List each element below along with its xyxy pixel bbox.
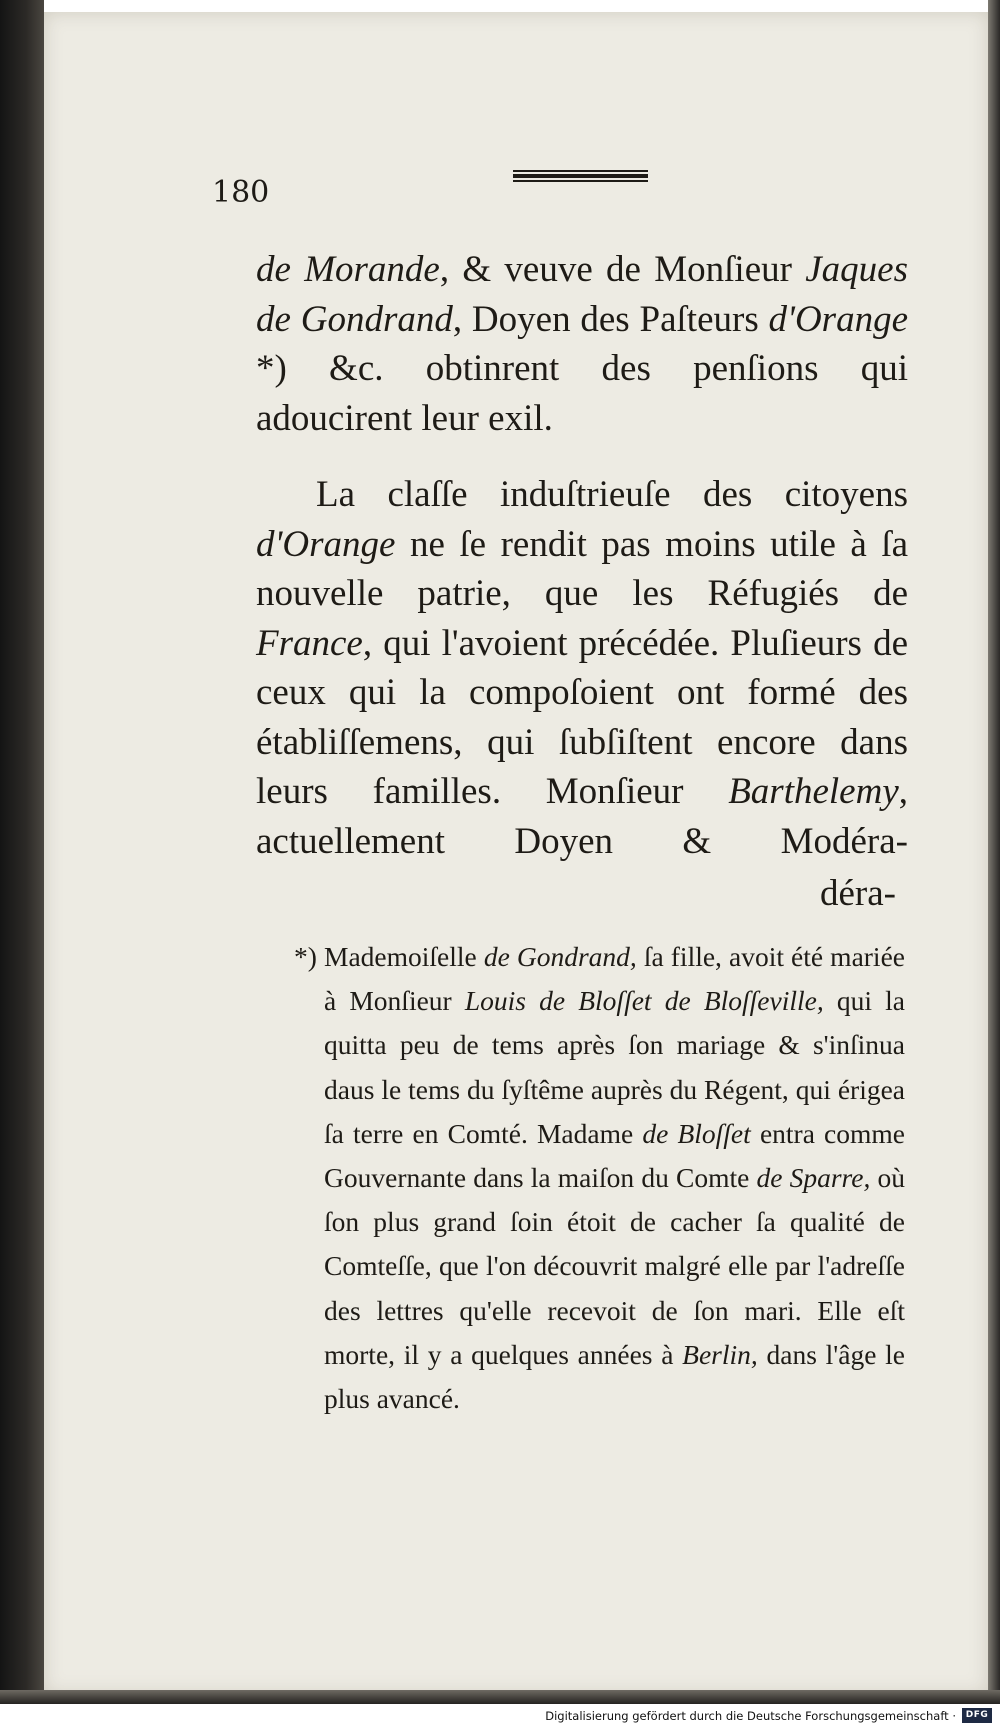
dfg-logo: DFG bbox=[962, 1708, 992, 1723]
italic-name-span: d'Orange bbox=[256, 523, 396, 565]
book-binding-edge bbox=[0, 0, 44, 1700]
text-span: ne ſe rendit pas moins utile à ſa nouvelle patrie, que les Réfugiés de bbox=[256, 523, 908, 614]
paragraph-refugees bbox=[256, 470, 908, 866]
text-span: La claſſe induſtrieuſe des citoyens bbox=[316, 474, 908, 515]
header-ornament-rule bbox=[513, 170, 648, 182]
text-span: où ſon plus grand ſoin étoit de cacher ſa qualité de Comteſſe, que l'on découvrit malgré elle par l'adreſſe des lettres qu'elle recevoit de ſon mari. Elle eſt morte, il y a quelques années à bbox=[324, 1162, 905, 1370]
paragraph-continued bbox=[256, 245, 908, 443]
text-span: dans l'âge le plus avancé. bbox=[324, 1338, 905, 1415]
text-span: entra comme Gouvernante dans la maiſon du Comte bbox=[324, 1117, 906, 1194]
catchword: déra- bbox=[820, 873, 896, 914]
text-span: qui la quitta peu de tems après ſon mariage & s'inſinua daus le tems du ſyſtême auprès du Régent, qui érigea ſa terre en Comté. Madame bbox=[324, 985, 905, 1149]
text-span: , actuellement Doyen & Modéra- bbox=[256, 771, 908, 862]
italic-name-span: de Bloſſet bbox=[642, 1117, 751, 1149]
italic-name-span: Berlin, bbox=[682, 1338, 758, 1370]
italic-name-span: de Sparre, bbox=[756, 1162, 871, 1194]
italic-name-span: de Morande bbox=[256, 249, 440, 290]
page-bottom-edge bbox=[0, 1690, 1000, 1704]
page-right-edge bbox=[988, 0, 1000, 1700]
italic-name-span: Barthelemy bbox=[728, 771, 899, 812]
italic-name-span: France bbox=[256, 622, 363, 664]
text-span: *) &c. obtinrent des penſions qui adoucirent leur exil. bbox=[256, 348, 908, 439]
footnote-marker: *) bbox=[294, 941, 317, 972]
italic-name-span: d'Orange bbox=[768, 298, 908, 340]
italic-name-span: Louis de Bloſſet de Bloſſeville, bbox=[464, 985, 824, 1017]
digitization-credit: Digitalisierung gefördert durch die Deutsche Forschungsgemeinschaft · bbox=[545, 1709, 956, 1723]
text-span: , & veuve de Monſieur bbox=[439, 249, 806, 290]
text-span: , Doyen des Paſteurs bbox=[452, 298, 769, 340]
text-span: ſa fille, avoit été mariée à Monſieur bbox=[324, 941, 905, 1017]
text-span: , qui l'avoient précédée. Pluſieurs de ceux qui la compoſoient ont formé des établiſſemens, qui ſubſiſtent encore dans leurs familles. Monſieur bbox=[256, 622, 908, 812]
italic-name-span: de Gondrand, bbox=[483, 941, 637, 972]
text-span: Mademoiſelle bbox=[324, 941, 484, 972]
italic-name-span: Jaques de Gondrand bbox=[256, 249, 908, 340]
page-number: 180 bbox=[212, 175, 270, 210]
footnote-text bbox=[324, 935, 905, 1421]
